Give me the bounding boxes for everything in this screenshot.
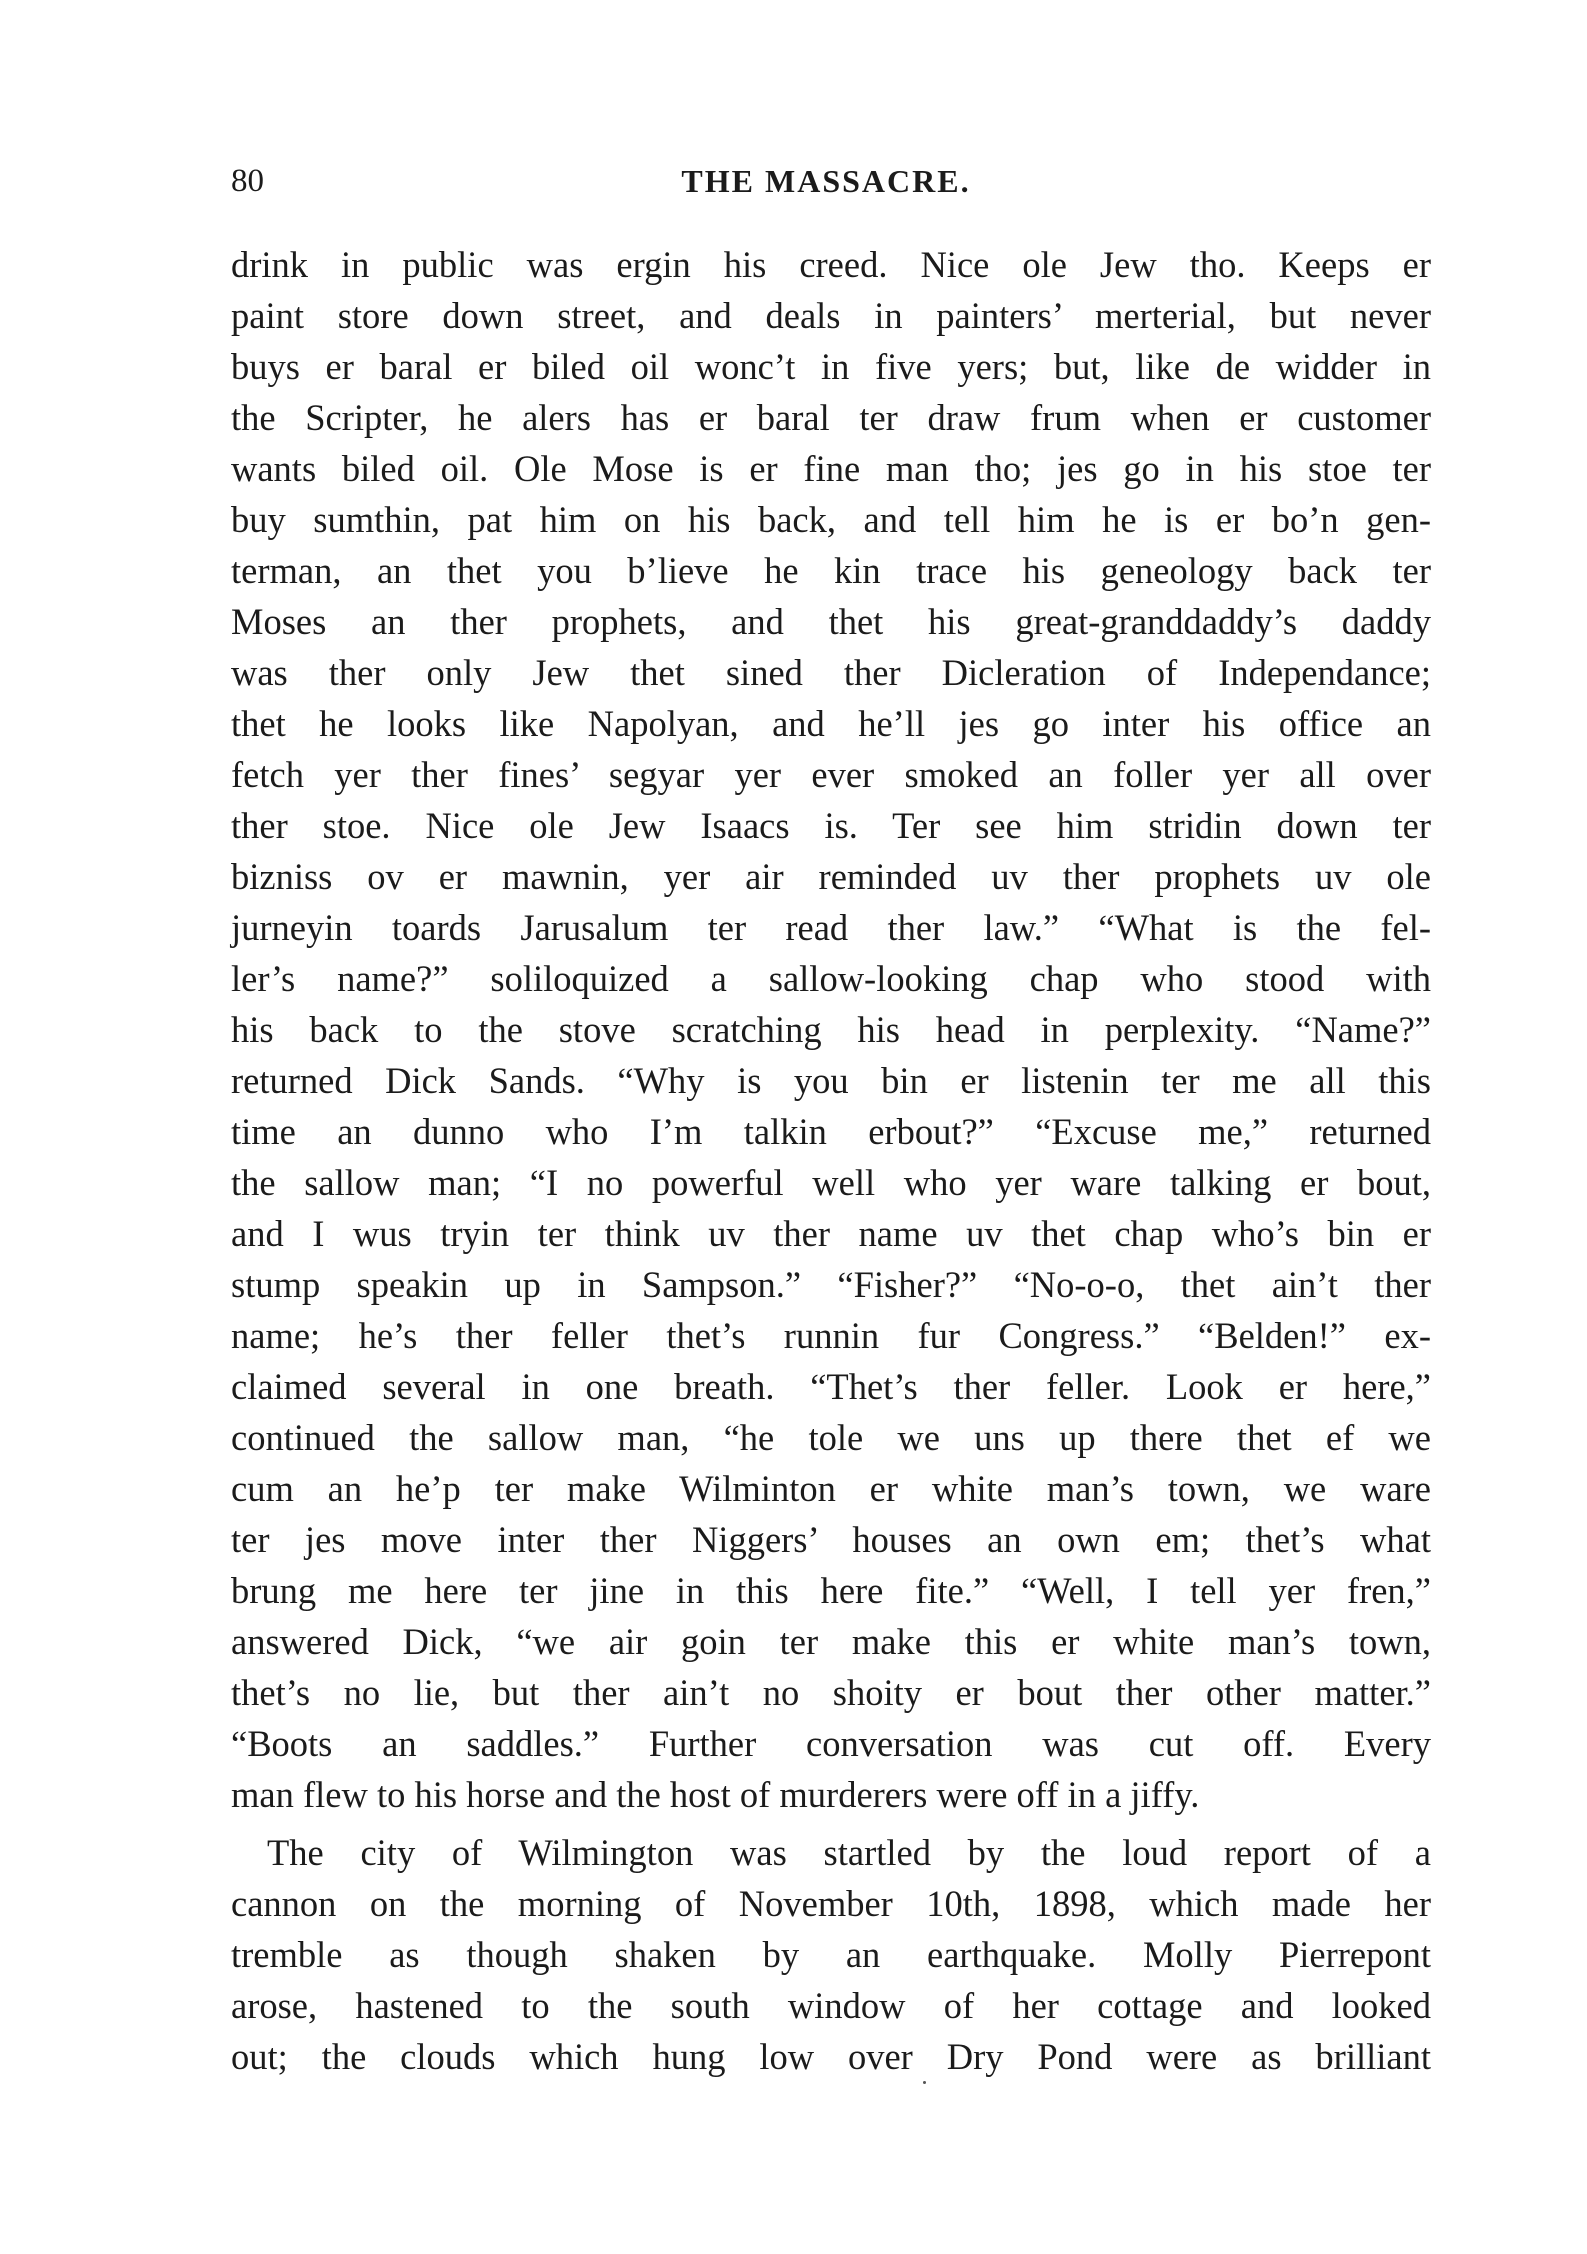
- text-line: ther stoe. Nice ole Jew Isaacs is. Ter see him stridin down ter: [231, 805, 1431, 846]
- text-line: ter jes move inter ther Niggers’ houses an own em; thet’s what: [231, 1519, 1431, 1560]
- text-line: returned Dick Sands. “Why is you bin er listenin ter me all this: [231, 1060, 1431, 1101]
- paragraph-start-line: The city of Wilmington was startled by the loud report of a: [267, 1832, 1431, 1873]
- text-line: was ther only Jew thet sined ther Dicleration of Independance;: [231, 652, 1431, 693]
- text-line: paint store down street, and deals in painters’ merterial, but never: [231, 295, 1431, 336]
- text-line: name; he’s ther feller thet’s runnin fur Congress.” “Belden!” ex-: [231, 1315, 1431, 1356]
- text-line: buy sumthin, pat him on his back, and tell him he is er bo’n gen-: [231, 499, 1431, 540]
- text-line: arose, hastened to the south window of her cottage and looked: [231, 1985, 1431, 2026]
- text-line: jurneyin toards Jarusalum ter read ther law.” “What is the fel-: [231, 907, 1431, 948]
- text-line: bizniss ov er mawnin, yer air reminded uv ther prophets uv ole: [231, 856, 1431, 897]
- text-line: brung me here ter jine in this here fite.” “Well, I tell yer fren,”: [231, 1570, 1431, 1611]
- text-line: thet’s no lie, but ther ain’t no shoity er bout ther other matter.”: [231, 1672, 1431, 1713]
- text-line: out; the clouds which hung low over Dry Pond were as brilliant: [231, 2036, 1431, 2077]
- text-line: the sallow man; “I no powerful well who yer ware talking er bout,: [231, 1162, 1431, 1203]
- text-line: fetch yer ther fines’ segyar yer ever smoked an foller yer all over: [231, 754, 1431, 795]
- text-line: “Boots an saddles.” Further conversation was cut off. Every: [231, 1723, 1431, 1764]
- text-line: answered Dick, “we air goin ter make this er white man’s town,: [231, 1621, 1431, 1662]
- text-line: Moses an ther prophets, and thet his great-granddaddy’s daddy: [231, 601, 1431, 642]
- text-line: time an dunno who I’m talkin erbout?” “Excuse me,” returned: [231, 1111, 1431, 1152]
- text-line: terman, an thet you b’lieve he kin trace his geneology back ter: [231, 550, 1431, 591]
- running-head: [231, 156, 1421, 206]
- text-line: drink in public was ergin his creed. Nice ole Jew tho. Keeps er: [231, 244, 1431, 285]
- text-line: claimed several in one breath. “Thet’s ther feller. Look er here,”: [231, 1366, 1431, 1407]
- text-line: continued the sallow man, “he tole we uns up there thet ef we: [231, 1417, 1431, 1458]
- print-speck: [923, 2081, 926, 2084]
- text-line: the Scripter, he alers has er baral ter draw frum when er customer: [231, 397, 1431, 438]
- text-line: ler’s name?” soliloquized a sallow-looking chap who stood with: [231, 958, 1431, 999]
- text-line: wants biled oil. Ole Mose is er fine man tho; jes go in his stoe ter: [231, 448, 1431, 489]
- text-line: his back to the stove scratching his head in perplexity. “Name?”: [231, 1009, 1431, 1050]
- text-line: cannon on the morning of November 10th, 1898, which made her: [231, 1883, 1431, 1924]
- text-line: stump speakin up in Sampson.” “Fisher?” “No-o-o, thet ain’t ther: [231, 1264, 1431, 1305]
- text-line: cum an he’p ter make Wilminton er white man’s town, we ware: [231, 1468, 1431, 1509]
- text-line: tremble as though shaken by an earthquake. Molly Pierrepont: [231, 1934, 1431, 1975]
- body-text: [231, 239, 1431, 2082]
- text-line: thet he looks like Napolyan, and he’ll jes go inter his office an: [231, 703, 1431, 744]
- paragraph-end-line: man flew to his horse and the host of murderers were off in a jiffy.: [231, 1774, 1200, 1815]
- text-line: and I wus tryin ter think uv ther name uv thet chap who’s bin er: [231, 1213, 1431, 1254]
- page-number: 80: [231, 163, 264, 199]
- running-title: THE MASSACRE.: [681, 163, 971, 199]
- text-line: buys er baral er biled oil wonc’t in five yers; but, like de widder in: [231, 346, 1431, 387]
